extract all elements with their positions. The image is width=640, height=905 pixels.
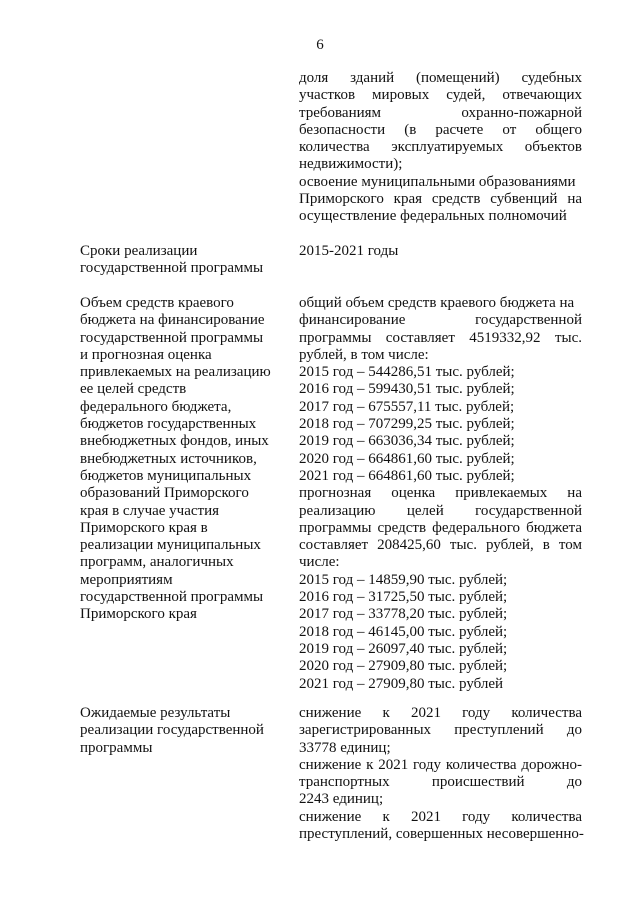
text-line: составляет 208425,60 тыс. рублей, в том bbox=[299, 537, 582, 554]
text-line: 2017 год – 33778,20 тыс. рублей; bbox=[299, 606, 508, 623]
text-line: зарегистрированных преступлений до bbox=[299, 722, 582, 739]
text-line: общий объем средств краевого бюджета на bbox=[299, 295, 575, 311]
page-number: 6 bbox=[316, 37, 324, 53]
text-line: числе: bbox=[299, 554, 340, 571]
text-line: осуществление федеральных полномочий bbox=[299, 208, 567, 225]
text-line: Приморского края bbox=[80, 606, 197, 623]
text-line: 2016 год – 31725,50 тыс. рублей; bbox=[299, 589, 508, 606]
text-line: образований Приморского bbox=[80, 485, 249, 502]
text-line: Приморского края в bbox=[80, 519, 208, 536]
text-line: 2015 год – 14859,90 тыс. рублей; bbox=[299, 571, 508, 588]
text-line: государственной программы bbox=[80, 260, 264, 277]
text-line: преступлений, совершенных несовершенно- bbox=[299, 826, 584, 843]
text-line: реализацию целей государственной bbox=[299, 502, 582, 519]
text-line: снижение к 2021 году количества bbox=[299, 808, 582, 825]
text-line: 2018 год – 707299,25 тыс. рублей; bbox=[299, 416, 515, 433]
row1-value-block bbox=[299, 70, 582, 226]
text-line: 2243 единиц; bbox=[299, 791, 384, 808]
text-line: Сроки реализации bbox=[80, 243, 198, 259]
text-line: 33778 единиц; bbox=[299, 739, 391, 756]
row2-label-block bbox=[80, 243, 280, 278]
row4-value-block bbox=[299, 705, 582, 843]
text-line: бюджетов муниципальных bbox=[80, 467, 252, 484]
text-line: внебюджетных фондов, иных bbox=[80, 433, 269, 450]
text-line: требованиям охранно-пожарной bbox=[299, 104, 582, 121]
text-line: 2016 год – 599430,51 тыс. рублей; bbox=[299, 381, 515, 398]
text-line: внебюджетных источников, bbox=[80, 450, 257, 467]
text-line: безопасности (в расчете от общего bbox=[299, 121, 582, 138]
text-line: 2017 год – 675557,11 тыс. рублей; bbox=[299, 398, 515, 415]
text-line: 2019 год – 26097,40 тыс. рублей; bbox=[299, 640, 508, 657]
text-line: мероприятиям bbox=[80, 571, 173, 588]
text-line: ее целей средств bbox=[80, 381, 187, 398]
row3-label-block bbox=[80, 295, 280, 624]
text-line: участков мировых судей, отвечающих bbox=[299, 87, 582, 104]
text-line: бюджетов государственных bbox=[80, 416, 257, 433]
text-line: 2015-2021 годы bbox=[299, 243, 399, 259]
text-line: транспортных происшествий до bbox=[299, 774, 582, 791]
text-line: государственной программы bbox=[80, 329, 264, 346]
text-line: реализации государственной bbox=[80, 722, 264, 739]
text-line: и прогнозная оценка bbox=[80, 346, 212, 363]
text-line: 2020 год – 664861,60 тыс. рублей; bbox=[299, 450, 515, 467]
text-line: бюджета на финансирование bbox=[80, 312, 265, 329]
text-line: 2020 год – 27909,80 тыс. рублей; bbox=[299, 658, 508, 675]
text-line: доля зданий (помещений) судебных bbox=[299, 70, 582, 86]
text-line: 2021 год – 664861,60 тыс. рублей; bbox=[299, 467, 515, 484]
text-line: освоение муниципальными образованиями bbox=[299, 173, 576, 190]
text-line: Объем средств краевого bbox=[80, 295, 234, 311]
text-line: государственной программы bbox=[80, 589, 264, 606]
text-line: снижение к 2021 году количества bbox=[299, 705, 582, 721]
text-line: рублей, в том числе: bbox=[299, 346, 429, 363]
text-line: Приморского края средств субвенций на bbox=[299, 191, 582, 208]
text-line: 2018 год – 46145,00 тыс. рублей; bbox=[299, 623, 508, 640]
text-line: федерального бюджета, bbox=[80, 398, 232, 415]
text-line: программы средств федерального бюджета bbox=[299, 519, 582, 536]
text-line: программы составляет 4519332,92 тыс. bbox=[299, 329, 582, 346]
text-line: программы bbox=[80, 739, 153, 756]
text-line: 2015 год – 544286,51 тыс. рублей; bbox=[299, 364, 515, 381]
text-line: 2021 год – 27909,80 тыс. рублей bbox=[299, 675, 504, 692]
text-line: прогнозная оценка привлекаемых на bbox=[299, 485, 582, 502]
text-line: края в случае участия bbox=[80, 502, 220, 519]
row2-value-block bbox=[299, 243, 582, 260]
text-line: 2019 год – 663036,34 тыс. рублей; bbox=[299, 433, 515, 450]
text-line: количества эксплуатируемых объектов bbox=[299, 139, 582, 156]
row4-label-block bbox=[80, 705, 280, 757]
text-line: привлекаемых на реализацию bbox=[80, 364, 271, 381]
text-line: финансирование государственной bbox=[299, 312, 582, 329]
text-line: недвижимости); bbox=[299, 156, 403, 173]
text-line: реализации муниципальных bbox=[80, 537, 261, 554]
text-line: снижение к 2021 году количества дорожно- bbox=[299, 756, 582, 773]
text-line: Ожидаемые результаты bbox=[80, 705, 231, 721]
text-line: программ, аналогичных bbox=[80, 554, 234, 571]
row3-value-block bbox=[299, 295, 582, 693]
